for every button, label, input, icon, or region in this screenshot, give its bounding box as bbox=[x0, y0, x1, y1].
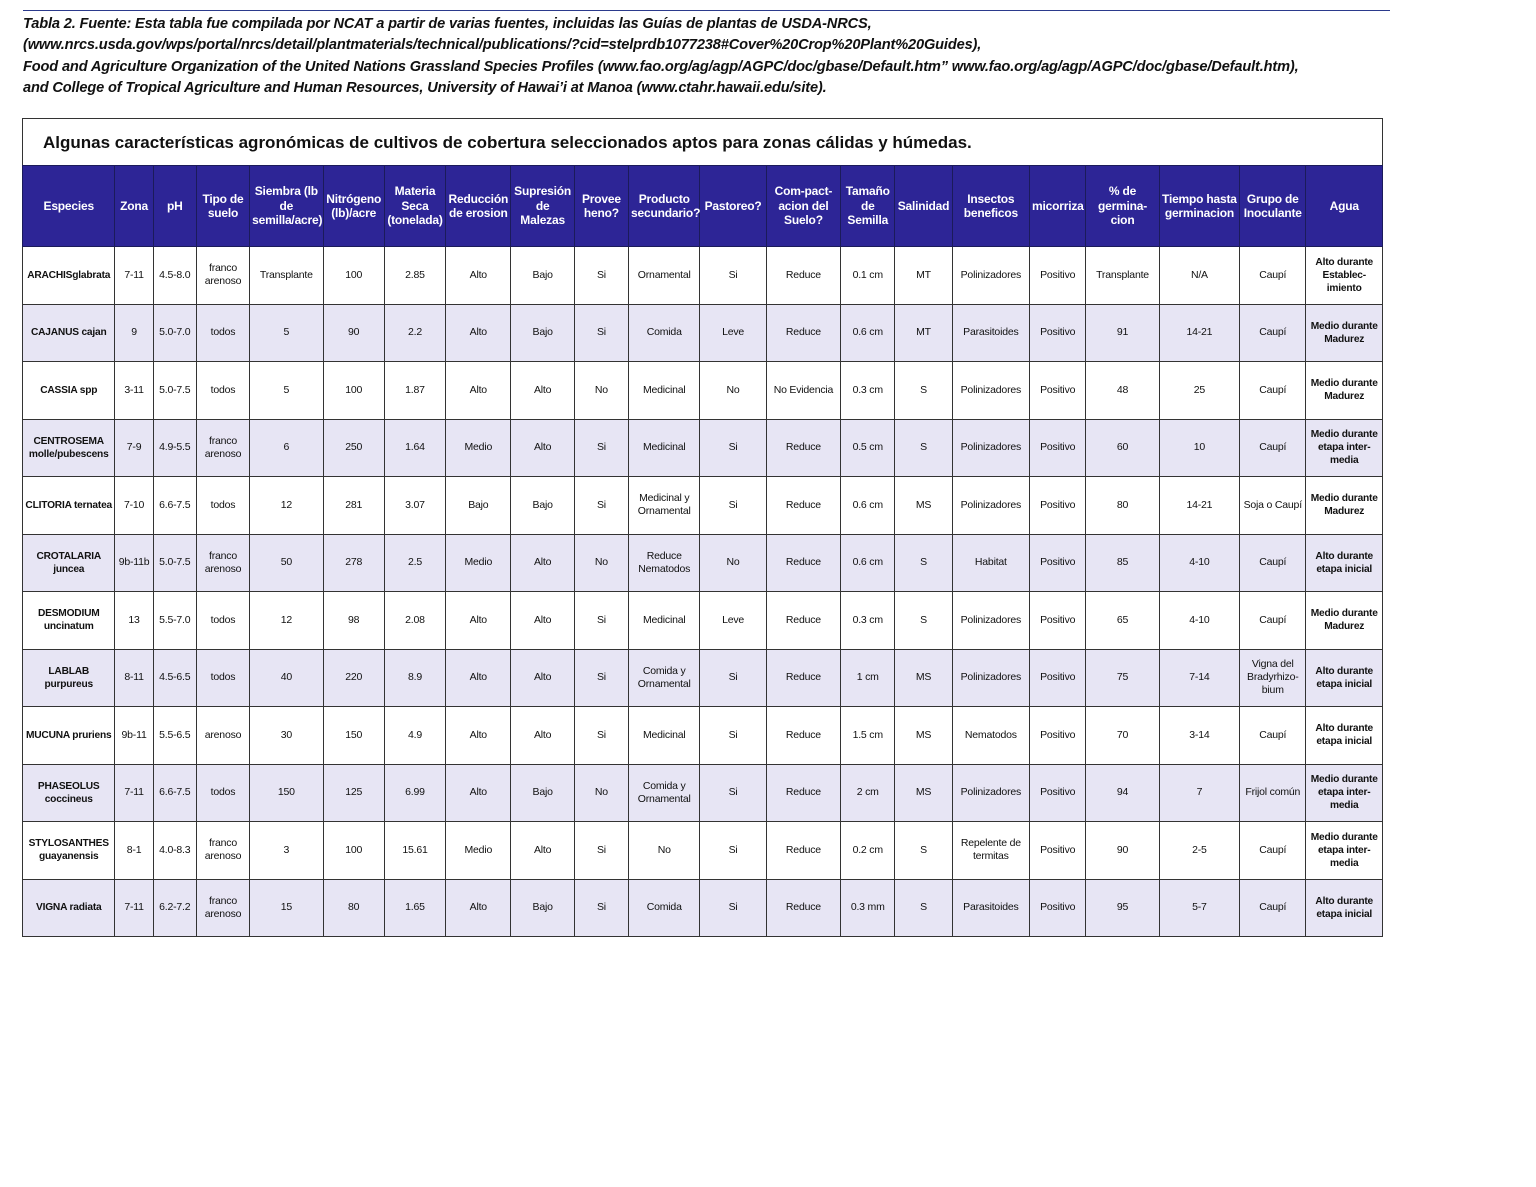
table-cell: 5 bbox=[250, 362, 323, 420]
table-cell: Alto bbox=[511, 649, 574, 707]
column-header: Siembra (lb de semilla/acre) bbox=[250, 166, 323, 247]
table-cell: Positivo bbox=[1030, 764, 1086, 822]
table-cell: 2.08 bbox=[384, 592, 445, 650]
table-cell: Reduce bbox=[766, 534, 840, 592]
column-header: Agua bbox=[1306, 166, 1383, 247]
crop-table-container bbox=[22, 118, 1383, 937]
table-cell: Alto bbox=[446, 592, 511, 650]
column-header: % de germina-cion bbox=[1086, 166, 1159, 247]
column-header: Com-pact-acion del Suelo? bbox=[766, 166, 840, 247]
table-cell: S bbox=[895, 879, 952, 937]
table-cell: Comida bbox=[629, 879, 700, 937]
table-cell: 3-11 bbox=[115, 362, 153, 420]
column-header: Grupo de Inoculante bbox=[1240, 166, 1306, 247]
table-cell: Caupí bbox=[1240, 304, 1306, 362]
table-cell: Medio durante Madurez bbox=[1306, 592, 1383, 650]
table-cell: Si bbox=[700, 419, 766, 477]
table-cell: Si bbox=[574, 879, 628, 937]
table-cell: 5.5-7.0 bbox=[153, 592, 196, 650]
table-cell: franco arenoso bbox=[196, 419, 249, 477]
table-cell: Polinizadores bbox=[952, 649, 1029, 707]
table-cell: N/A bbox=[1159, 247, 1239, 305]
table-cell: 100 bbox=[323, 362, 384, 420]
table-cell: Parasitoides bbox=[952, 879, 1029, 937]
table-cell: Positivo bbox=[1030, 534, 1086, 592]
table-row bbox=[23, 477, 1383, 535]
table-cell: MS bbox=[895, 477, 952, 535]
table-cell: 25 bbox=[1159, 362, 1239, 420]
table-cell: No bbox=[574, 362, 628, 420]
table-cell: Alto bbox=[511, 534, 574, 592]
table-cell: 0.5 cm bbox=[841, 419, 895, 477]
table-cell: Positivo bbox=[1030, 247, 1086, 305]
table-cell: 90 bbox=[1086, 822, 1159, 880]
table-cell: No Evidencia bbox=[766, 362, 840, 420]
species-cell: VIGNA radiata bbox=[23, 879, 115, 937]
table-cell: 98 bbox=[323, 592, 384, 650]
table-cell: Medicinal bbox=[629, 419, 700, 477]
table-cell: Habitat bbox=[952, 534, 1029, 592]
table-cell: Polinizadores bbox=[952, 764, 1029, 822]
table-cell: 13 bbox=[115, 592, 153, 650]
table-cell: 220 bbox=[323, 649, 384, 707]
table-cell: Soja o Caupí bbox=[1240, 477, 1306, 535]
species-cell: MUCUNA pruriens bbox=[23, 707, 115, 765]
table-cell: Alto bbox=[511, 822, 574, 880]
table-cell: Medicinal bbox=[629, 362, 700, 420]
table-cell: No bbox=[700, 362, 766, 420]
table-cell: No bbox=[700, 534, 766, 592]
table-cell: Alto bbox=[446, 247, 511, 305]
table-cell: Si bbox=[700, 822, 766, 880]
table-cell: Alto durante etapa inicial bbox=[1306, 649, 1383, 707]
caption-line: Tabla 2. Fuente: Esta tabla fue compilada por NCAT a partir de varias fuentes, incluidas las Guías de plantas de USDA-NRCS, bbox=[23, 16, 872, 32]
column-header: Materia Seca (tonelada) bbox=[384, 166, 445, 247]
table-cell: Positivo bbox=[1030, 304, 1086, 362]
table-cell: 4-10 bbox=[1159, 592, 1239, 650]
table-cell: Medio durante etapa inter-media bbox=[1306, 764, 1383, 822]
table-cell: 6 bbox=[250, 419, 323, 477]
caption-line: and College of Tropical Agriculture and Human Resources, University of Hawai’i at Manoa (www.ctahr.hawaii.edu/site). bbox=[23, 79, 827, 96]
table-cell: 6.6-7.5 bbox=[153, 477, 196, 535]
table-cell: Alto bbox=[446, 879, 511, 937]
table-cell: 0.6 cm bbox=[841, 477, 895, 535]
table-cell: Si bbox=[700, 477, 766, 535]
table-cell: Medio durante etapa inter-media bbox=[1306, 419, 1383, 477]
table-cell: Caupí bbox=[1240, 879, 1306, 937]
table-cell: 85 bbox=[1086, 534, 1159, 592]
table-cell: 250 bbox=[323, 419, 384, 477]
column-header: Insectos beneficos bbox=[952, 166, 1029, 247]
table-cell: Positivo bbox=[1030, 477, 1086, 535]
table-cell: Si bbox=[574, 707, 628, 765]
table-cell: MS bbox=[895, 707, 952, 765]
table-cell: Positivo bbox=[1030, 879, 1086, 937]
table-cell: 60 bbox=[1086, 419, 1159, 477]
table-cell: S bbox=[895, 592, 952, 650]
column-header: Especies bbox=[23, 166, 115, 247]
table-cell: Alto bbox=[446, 707, 511, 765]
table-cell: S bbox=[895, 822, 952, 880]
table-cell: Ornamental bbox=[629, 247, 700, 305]
table-cell: Medio durante Madurez bbox=[1306, 477, 1383, 535]
table-cell: Alto bbox=[446, 764, 511, 822]
table-cell: MS bbox=[895, 764, 952, 822]
column-header: Provee heno? bbox=[574, 166, 628, 247]
table-cell: 4.9-5.5 bbox=[153, 419, 196, 477]
table-row bbox=[23, 879, 1383, 937]
table-cell: 2 cm bbox=[841, 764, 895, 822]
column-header: pH bbox=[153, 166, 196, 247]
table-cell: 278 bbox=[323, 534, 384, 592]
table-row bbox=[23, 419, 1383, 477]
table-cell: 100 bbox=[323, 822, 384, 880]
table-title: Algunas características agronómicas de cultivos de cobertura seleccionados aptos para zonas cálidas y húmedas. bbox=[22, 118, 1383, 165]
table-cell: franco arenoso bbox=[196, 534, 249, 592]
table-cell: 2-5 bbox=[1159, 822, 1239, 880]
table-cell: Alto bbox=[511, 592, 574, 650]
table-cell: Parasitoides bbox=[952, 304, 1029, 362]
table-cell: Medio durante Madurez bbox=[1306, 362, 1383, 420]
table-cell: No bbox=[574, 764, 628, 822]
column-header: Salinidad bbox=[895, 166, 952, 247]
species-cell: CROTALARIA juncea bbox=[23, 534, 115, 592]
table-cell: 8-1 bbox=[115, 822, 153, 880]
table-cell: 3.07 bbox=[384, 477, 445, 535]
table-cell: 150 bbox=[250, 764, 323, 822]
table-cell: Si bbox=[574, 247, 628, 305]
table-cell: todos bbox=[196, 592, 249, 650]
table-cell: Vigna del Bradyrhizo-bium bbox=[1240, 649, 1306, 707]
table-cell: 50 bbox=[250, 534, 323, 592]
table-cell: Si bbox=[574, 822, 628, 880]
table-cell: 0.3 cm bbox=[841, 592, 895, 650]
table-cell: Leve bbox=[700, 304, 766, 362]
column-header: Pastoreo? bbox=[700, 166, 766, 247]
species-cell: DESMODIUM uncinatum bbox=[23, 592, 115, 650]
table-cell: 9b-11 bbox=[115, 707, 153, 765]
table-cell: Reduce bbox=[766, 247, 840, 305]
table-cell: Medicinal bbox=[629, 707, 700, 765]
table-cell: Comida y Ornamental bbox=[629, 764, 700, 822]
table-cell: Si bbox=[574, 649, 628, 707]
table-cell: Reduce bbox=[766, 649, 840, 707]
table-cell: 4.5-6.5 bbox=[153, 649, 196, 707]
table-cell: 10 bbox=[1159, 419, 1239, 477]
column-header: Reducción de erosion bbox=[446, 166, 511, 247]
table-cell: Alto bbox=[511, 419, 574, 477]
table-cell: 95 bbox=[1086, 879, 1159, 937]
table-cell: Polinizadores bbox=[952, 592, 1029, 650]
table-cell: Bajo bbox=[511, 247, 574, 305]
caption-line: Food and Agriculture Organization of the United Nations Grassland Species Profiles (www.fao.org/ag/agp/AGPC/doc/gbase/Default.htm” www.fao.org/ag/agp/AGPC/doc/gbase/Default.htm), bbox=[23, 58, 1299, 75]
column-header: Zona bbox=[115, 166, 153, 247]
table-cell: 5.0-7.5 bbox=[153, 362, 196, 420]
table-cell: Si bbox=[574, 304, 628, 362]
table-cell: todos bbox=[196, 477, 249, 535]
table-cell: Reduce bbox=[766, 764, 840, 822]
table-cell: Alto durante etapa inicial bbox=[1306, 879, 1383, 937]
table-cell: Transplante bbox=[1086, 247, 1159, 305]
table-cell: todos bbox=[196, 764, 249, 822]
table-cell: Caupí bbox=[1240, 592, 1306, 650]
table-cell: 12 bbox=[250, 477, 323, 535]
table-cell: 5.0-7.0 bbox=[153, 304, 196, 362]
species-cell: CASSIA spp bbox=[23, 362, 115, 420]
table-cell: S bbox=[895, 419, 952, 477]
table-cell: Comida y Ornamental bbox=[629, 649, 700, 707]
table-cell: todos bbox=[196, 362, 249, 420]
table-cell: Medio durante etapa inter-media bbox=[1306, 822, 1383, 880]
table-cell: 5-7 bbox=[1159, 879, 1239, 937]
table-cell: franco arenoso bbox=[196, 822, 249, 880]
table-cell: Si bbox=[574, 477, 628, 535]
table-cell: 0.6 cm bbox=[841, 304, 895, 362]
table-cell: 6.6-7.5 bbox=[153, 764, 196, 822]
table-cell: 7-9 bbox=[115, 419, 153, 477]
table-cell: Reduce bbox=[766, 592, 840, 650]
table-body bbox=[23, 247, 1383, 937]
table-cell: 100 bbox=[323, 247, 384, 305]
table-cell: 1.87 bbox=[384, 362, 445, 420]
table-cell: 150 bbox=[323, 707, 384, 765]
table-cell: 80 bbox=[323, 879, 384, 937]
table-cell: Alto bbox=[446, 362, 511, 420]
table-cell: Comida bbox=[629, 304, 700, 362]
table-cell: 1.65 bbox=[384, 879, 445, 937]
table-cell: Si bbox=[700, 879, 766, 937]
table-cell: 91 bbox=[1086, 304, 1159, 362]
table-cell: 6.99 bbox=[384, 764, 445, 822]
table-cell: 40 bbox=[250, 649, 323, 707]
table-cell: Si bbox=[574, 419, 628, 477]
table-cell: Caupí bbox=[1240, 822, 1306, 880]
table-cell: 3-14 bbox=[1159, 707, 1239, 765]
table-row bbox=[23, 707, 1383, 765]
table-row bbox=[23, 534, 1383, 592]
table-cell: Alto durante etapa inicial bbox=[1306, 534, 1383, 592]
caption-line: (www.nrcs.usda.gov/wps/portal/nrcs/detail/plantmaterials/technical/publications/?cid=stelprdb1077238#Cover%20Crop%20Plant%20Guides), bbox=[23, 37, 982, 54]
table-cell: Bajo bbox=[446, 477, 511, 535]
table-cell: Alto bbox=[446, 304, 511, 362]
table-cell: 2.2 bbox=[384, 304, 445, 362]
column-header: Tipo de suelo bbox=[196, 166, 249, 247]
table-row bbox=[23, 247, 1383, 305]
table-cell: S bbox=[895, 362, 952, 420]
table-cell: 4.5-8.0 bbox=[153, 247, 196, 305]
table-cell: 0.3 mm bbox=[841, 879, 895, 937]
species-cell: CENTROSEMA molle/pubescens bbox=[23, 419, 115, 477]
table-cell: 9b-11b bbox=[115, 534, 153, 592]
table-cell: 0.3 cm bbox=[841, 362, 895, 420]
table-cell: Reduce bbox=[766, 477, 840, 535]
table-cell: Bajo bbox=[511, 764, 574, 822]
table-cell: 7-11 bbox=[115, 879, 153, 937]
column-header: Tiempo hasta germinacion bbox=[1159, 166, 1239, 247]
table-cell: No bbox=[629, 822, 700, 880]
column-header: Nitrógeno (lb)/acre bbox=[323, 166, 384, 247]
table-cell: Reduce bbox=[766, 879, 840, 937]
table-cell: Reduce bbox=[766, 419, 840, 477]
table-cell: 7 bbox=[1159, 764, 1239, 822]
table-cell: Medio bbox=[446, 419, 511, 477]
table-cell: 70 bbox=[1086, 707, 1159, 765]
table-cell: Caupí bbox=[1240, 247, 1306, 305]
table-cell: Positivo bbox=[1030, 592, 1086, 650]
table-cell: Caupí bbox=[1240, 534, 1306, 592]
table-cell: Reduce bbox=[766, 822, 840, 880]
table-cell: 7-14 bbox=[1159, 649, 1239, 707]
table-cell: Alto bbox=[511, 707, 574, 765]
header-row bbox=[23, 166, 1383, 247]
table-cell: 94 bbox=[1086, 764, 1159, 822]
table-cell: 5.5-6.5 bbox=[153, 707, 196, 765]
species-cell: LABLAB purpureus bbox=[23, 649, 115, 707]
table-cell: Si bbox=[700, 764, 766, 822]
table-cell: franco arenoso bbox=[196, 879, 249, 937]
table-cell: 0.1 cm bbox=[841, 247, 895, 305]
table-cell: 48 bbox=[1086, 362, 1159, 420]
table-cell: 15.61 bbox=[384, 822, 445, 880]
table-cell: 8.9 bbox=[384, 649, 445, 707]
table-caption bbox=[23, 14, 1443, 99]
table-cell: Transplante bbox=[250, 247, 323, 305]
table-cell: Alto bbox=[511, 362, 574, 420]
table-cell: Positivo bbox=[1030, 822, 1086, 880]
table-row bbox=[23, 649, 1383, 707]
table-cell: arenoso bbox=[196, 707, 249, 765]
table-cell: 12 bbox=[250, 592, 323, 650]
table-cell: Polinizadores bbox=[952, 419, 1029, 477]
table-cell: Bajo bbox=[511, 879, 574, 937]
table-cell: Nematodos bbox=[952, 707, 1029, 765]
column-header: Tamaño de Semilla bbox=[841, 166, 895, 247]
table-cell: Leve bbox=[700, 592, 766, 650]
table-cell: Repelente de termitas bbox=[952, 822, 1029, 880]
column-header: Producto secundario? bbox=[629, 166, 700, 247]
table-cell: todos bbox=[196, 649, 249, 707]
table-cell: Reduce Nematodos bbox=[629, 534, 700, 592]
table-cell: 9 bbox=[115, 304, 153, 362]
table-cell: Caupí bbox=[1240, 362, 1306, 420]
table-cell: 90 bbox=[323, 304, 384, 362]
table-cell: 5 bbox=[250, 304, 323, 362]
column-header: Supresión de Malezas bbox=[511, 166, 574, 247]
table-cell: Positivo bbox=[1030, 419, 1086, 477]
table-cell: 7-10 bbox=[115, 477, 153, 535]
table-cell: Bajo bbox=[511, 477, 574, 535]
table-cell: Positivo bbox=[1030, 649, 1086, 707]
table-cell: 14-21 bbox=[1159, 304, 1239, 362]
table-cell: 0.2 cm bbox=[841, 822, 895, 880]
table-cell: 1 cm bbox=[841, 649, 895, 707]
column-header: micorriza bbox=[1030, 166, 1086, 247]
table-cell: 7-11 bbox=[115, 247, 153, 305]
table-cell: Alto bbox=[446, 649, 511, 707]
table-cell: No bbox=[574, 534, 628, 592]
table-cell: 0.6 cm bbox=[841, 534, 895, 592]
table-cell: 80 bbox=[1086, 477, 1159, 535]
table-cell: 3 bbox=[250, 822, 323, 880]
table-cell: Frijol común bbox=[1240, 764, 1306, 822]
species-cell: STYLOSANTHES guayanensis bbox=[23, 822, 115, 880]
table-cell: 14-21 bbox=[1159, 477, 1239, 535]
table-cell: 4.0-8.3 bbox=[153, 822, 196, 880]
species-cell: ARACHISglabrata bbox=[23, 247, 115, 305]
table-row bbox=[23, 362, 1383, 420]
table-cell: 75 bbox=[1086, 649, 1159, 707]
table-cell: Positivo bbox=[1030, 362, 1086, 420]
table-cell: 7-11 bbox=[115, 764, 153, 822]
table-cell: Medio bbox=[446, 534, 511, 592]
species-cell: CAJANUS cajan bbox=[23, 304, 115, 362]
table-cell: 281 bbox=[323, 477, 384, 535]
table-cell: Polinizadores bbox=[952, 247, 1029, 305]
crop-table bbox=[22, 165, 1383, 937]
table-cell: 5.0-7.5 bbox=[153, 534, 196, 592]
table-cell: 15 bbox=[250, 879, 323, 937]
table-cell: Caupí bbox=[1240, 419, 1306, 477]
table-cell: 4.9 bbox=[384, 707, 445, 765]
table-row bbox=[23, 822, 1383, 880]
table-cell: 2.5 bbox=[384, 534, 445, 592]
table-cell: Bajo bbox=[511, 304, 574, 362]
table-cell: MS bbox=[895, 649, 952, 707]
species-cell: PHASEOLUS coccineus bbox=[23, 764, 115, 822]
table-cell: 30 bbox=[250, 707, 323, 765]
table-cell: Alto durante Establec-imiento bbox=[1306, 247, 1383, 305]
table-cell: Si bbox=[574, 592, 628, 650]
table-cell: Reduce bbox=[766, 707, 840, 765]
table-row bbox=[23, 764, 1383, 822]
table-cell: Si bbox=[700, 707, 766, 765]
table-cell: 65 bbox=[1086, 592, 1159, 650]
table-cell: MT bbox=[895, 304, 952, 362]
table-cell: 2.85 bbox=[384, 247, 445, 305]
table-cell: 1.64 bbox=[384, 419, 445, 477]
table-cell: Alto durante etapa inicial bbox=[1306, 707, 1383, 765]
table-cell: 6.2-7.2 bbox=[153, 879, 196, 937]
table-cell: Medio bbox=[446, 822, 511, 880]
table-cell: Polinizadores bbox=[952, 362, 1029, 420]
table-cell: Caupí bbox=[1240, 707, 1306, 765]
table-cell: 1.5 cm bbox=[841, 707, 895, 765]
table-cell: Medicinal y Ornamental bbox=[629, 477, 700, 535]
table-cell: MT bbox=[895, 247, 952, 305]
table-cell: Polinizadores bbox=[952, 477, 1029, 535]
table-cell: S bbox=[895, 534, 952, 592]
table-cell: 125 bbox=[323, 764, 384, 822]
table-cell: todos bbox=[196, 304, 249, 362]
species-cell: CLITORIA ternatea bbox=[23, 477, 115, 535]
table-cell: Positivo bbox=[1030, 707, 1086, 765]
table-cell: 4-10 bbox=[1159, 534, 1239, 592]
table-cell: Si bbox=[700, 649, 766, 707]
table-cell: Si bbox=[700, 247, 766, 305]
table-row bbox=[23, 592, 1383, 650]
table-cell: 8-11 bbox=[115, 649, 153, 707]
table-row bbox=[23, 304, 1383, 362]
table-cell: Medicinal bbox=[629, 592, 700, 650]
table-cell: franco arenoso bbox=[196, 247, 249, 305]
top-rule bbox=[23, 10, 1390, 11]
table-cell: Reduce bbox=[766, 304, 840, 362]
table-cell: Medio durante Madurez bbox=[1306, 304, 1383, 362]
